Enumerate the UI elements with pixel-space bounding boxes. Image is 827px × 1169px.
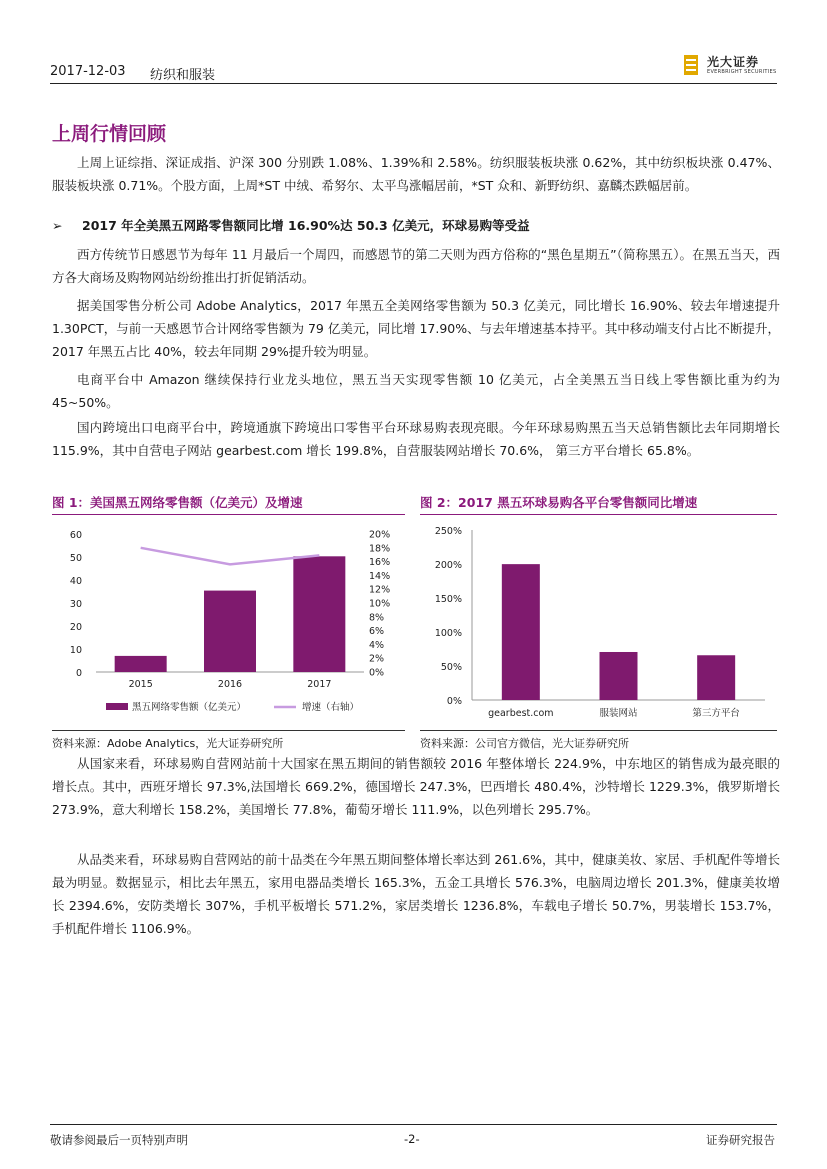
y-tick-label: 100% <box>434 628 462 639</box>
y-tick-label: 200% <box>434 560 462 571</box>
y-tick-label: 30 <box>69 599 82 610</box>
bar <box>115 656 167 672</box>
company-logo <box>683 52 793 80</box>
figure1-chart <box>52 518 407 728</box>
bar <box>697 655 735 700</box>
logo-text-cn: 光大证券 <box>707 55 760 69</box>
footer-disclaimer: 敬请参阅最后一页特别声明 <box>50 1133 188 1147</box>
footer-divider <box>50 1124 777 1125</box>
y2-tick-label: 16% <box>369 557 391 569</box>
figure1-source: 资料来源：Adobe Analytics，光大证券研究所 <box>52 737 284 750</box>
x-tick-label: 服装网站 <box>599 708 638 719</box>
growth-line <box>141 548 320 565</box>
x-tick-label: gearbest.com <box>488 708 554 719</box>
figure2-source-rule <box>420 730 777 731</box>
y2-tick-label: 10% <box>369 598 391 610</box>
figure1-title-rule <box>52 514 405 515</box>
y-tick-label: 250% <box>434 526 462 537</box>
legend-bar-label: 黑五网络零售额（亿美元） <box>132 702 247 713</box>
x-tick-label: 2017 <box>307 679 332 690</box>
y2-tick-label: 8% <box>369 612 385 624</box>
paragraph-adobe-analytics: 据美国零售分析公司 Adobe Analytics，2017 年黑五全美网络零售额为 50.3 亿美元，同比增长 16.90%、较去年增速提升 1.30PCT，与前一天感恩节合计网络零售额为 79 亿美元，同比增 17.90%、与去年增速基本持平。其中移动端支付占比不断提升，2017 年黑五占比 40%，较去年同期 29%提升较为明显。 <box>52 298 780 359</box>
figure2-chart <box>420 518 777 728</box>
y-tick-label: 50 <box>69 553 82 564</box>
y-tick-label: 0% <box>446 696 462 707</box>
x-tick-label: 2015 <box>128 679 153 690</box>
paragraph-countries: 从国家来看，环球易购自营网站前十大国家在黑五期间的销售额较 2016 年整体增长 224.9%，中东地区的销售成为最亮眼的增长点。其中，西班牙增长 97.3%,法国增长 669.2%，德国增长 247.3%，巴西增长 480.4%，沙特增长 1229.3%，俄罗斯增长 273.9%，意大利增长 158.2%，美国增长 77.8%，葡萄牙增长 111.9%，以色列增长 295.7%。 <box>52 756 780 817</box>
x-tick-label: 第三方平台 <box>692 708 740 719</box>
y2-tick-label: 14% <box>369 570 391 582</box>
figure1-source-rule <box>52 730 405 731</box>
paragraph-globalegrow: 国内跨境出口电商平台中，跨境通旗下跨境出口零售平台环球易购表现亮眼。今年环球易购黑五当天总销售额比去年同期增长 115.9%，其中自营电子网站 gearbest.com 增长 199.8%，自营服装网站增长 70.6%， 第三方平台增长 65.8%。 <box>52 420 780 458</box>
section-title: 上周行情回顾 <box>52 123 167 145</box>
bullet-arrow-icon: ➢ <box>52 218 63 233</box>
y-tick-label: 40 <box>69 576 82 587</box>
y2-tick-label: 6% <box>369 626 385 638</box>
logo-mark-icon <box>683 54 699 76</box>
paragraph-amazon: 电商平台中 Amazon 继续保持行业龙头地位，黑五当天实现零售额 10 亿美元，占全美黑五当日线上零售额比重为约为 45~50%。 <box>52 372 780 410</box>
legend-line-label: 增速（右轴） <box>302 702 360 713</box>
report-sector: 纺织和服装 <box>150 68 216 83</box>
y2-tick-label: 18% <box>369 543 391 555</box>
figure2-source: 资料来源：公司官方微信，光大证券研究所 <box>420 737 629 750</box>
bullet-headline-text: 2017 年全美黑五网路零售额同比增 16.90%达 50.3 亿美元，环球易购等受益 <box>82 218 530 233</box>
y2-tick-label: 4% <box>369 639 385 651</box>
figure2-title-rule <box>420 514 777 515</box>
y-tick-label: 10 <box>69 645 82 656</box>
header-divider <box>50 83 777 84</box>
y-tick-label: 20 <box>69 622 82 633</box>
x-tick-label: 2016 <box>217 679 243 690</box>
y2-tick-label: 0% <box>369 667 385 679</box>
paragraph-black-friday-intro: 西方传统节日感恩节为每年 11 月最后一个周四，而感恩节的第二天则为西方俗称的“黑色星期五”（简称黑五）。在黑五当天，西方各大商场及购物网站纷纷推出打折促销活动。 <box>52 247 780 285</box>
paragraph-categories: 从品类来看，环球易购自营网站的前十品类在今年黑五期间整体增长率达到 261.6%，其中，健康美妆、家居、手机配件等增长最为明显。数据显示，相比去年黑五，家用电器品类增长 165.3%，五金工具增长 576.3%，电脑周边增长 201.3%，健康美妆增长 2394.6%，安防类增长 307%，手机平板增长 571.2%，家居类增长 1236.8%，车载电子增长 50.7%，男装增长 153.7%，手机配件增长 1106.9%。 <box>52 852 780 936</box>
footer-report-type: 证券研究报告 <box>706 1133 775 1147</box>
page-number: -2- <box>404 1132 420 1146</box>
bar <box>293 556 345 672</box>
y-tick-label: 150% <box>434 594 462 605</box>
bar <box>600 652 638 700</box>
y2-tick-label: 2% <box>369 653 385 665</box>
report-date: 2017-12-03 <box>50 64 126 79</box>
figure1-title: 图 1：美国黑五网络零售额（亿美元）及增速 <box>52 495 303 510</box>
y2-tick-label: 12% <box>369 584 391 596</box>
y-tick-label: 0 <box>75 668 82 679</box>
y-tick-label: 60 <box>69 530 82 541</box>
y-tick-label: 50% <box>440 662 462 673</box>
paragraph-market-review: 上周上证综指、深证成指、沪深 300 分别跌 1.08%、1.39%和 2.58%。纺织服装板块涨 0.62%，其中纺织板块涨 0.47%、服装板块涨 0.71%。个股方面，上周*ST 中绒、希努尔、太平鸟涨幅居前，*ST 众和、新野纺织、嘉麟杰跌幅居前。 <box>52 155 780 193</box>
y2-tick-label: 20% <box>369 529 391 541</box>
bar <box>204 591 256 672</box>
figure2-title: 图 2：2017 黑五环球易购各平台零售额同比增速 <box>420 495 698 510</box>
legend-bar-swatch <box>106 703 128 710</box>
bar <box>502 564 540 700</box>
logo-text-en: EVERBRIGHT SECURITIES <box>707 69 777 75</box>
bullet-headline <box>52 216 530 234</box>
